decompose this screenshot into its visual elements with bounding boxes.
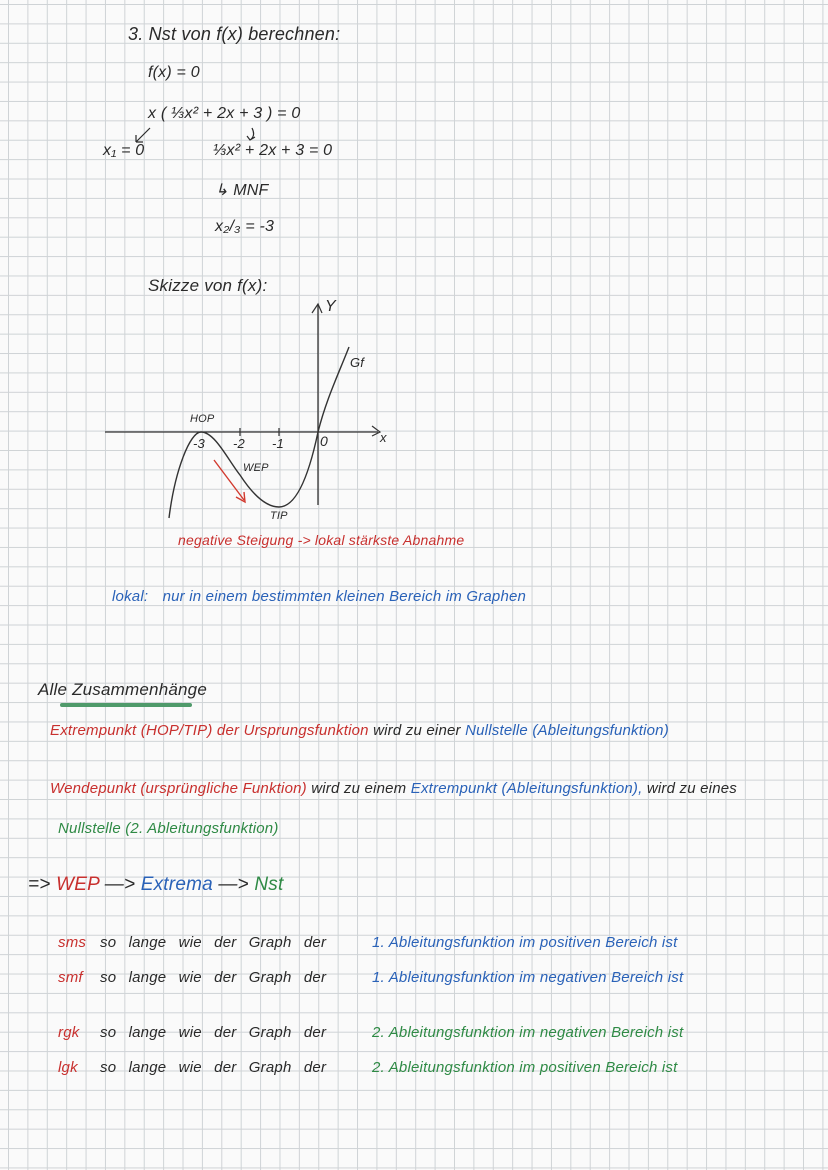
lokal-definition — [112, 588, 526, 605]
equation-quadratic: ⅓x² + 2x + 3 = 0 — [213, 142, 333, 159]
sketch-title: Skizze von f(x): — [148, 276, 268, 295]
rule-text: so lange wie der Graph der — [100, 969, 327, 986]
text-black: wird zu eines — [646, 780, 737, 797]
zusammenhaenge-heading: Alle Zusammenhänge — [38, 680, 207, 699]
rule-row — [58, 969, 683, 986]
y-axis-label: Y — [325, 298, 336, 315]
graph-label: Gf — [350, 355, 365, 370]
rule-text: so lange wie der Graph der — [100, 934, 327, 951]
rule-row — [58, 934, 677, 951]
root-x23: x₂/₃ = -3 — [215, 218, 275, 235]
text-black: wird zu einem — [311, 780, 407, 797]
chain — [28, 874, 283, 896]
rule-row — [58, 1024, 683, 1041]
lokal-term: lokal: — [112, 588, 149, 605]
lokal-text: nur in einem bestimmten kleinen Bereich im Graphen — [162, 588, 527, 605]
tick-label: 0 — [320, 433, 328, 449]
text-black: wird zu einer — [373, 722, 461, 739]
tick-label: -1 — [272, 436, 284, 451]
tip-label: TIP — [270, 510, 288, 522]
slope-annotation: negative Steigung -> lokal stärkste Abnahme — [178, 532, 465, 548]
relation-nullstelle: Nullstelle (2. Ableitungsfunktion) — [58, 820, 279, 837]
rule-condition: 1. Ableitungsfunktion im negativen Bereich ist — [372, 969, 684, 986]
rule-condition: 1. Ableitungsfunktion im positiven Bereich ist — [372, 934, 678, 951]
root-x1: x₁ = 0 — [103, 142, 145, 159]
method-mnf: ↳ MNF — [215, 182, 269, 199]
rule-text: so lange wie der Graph der — [100, 1024, 327, 1041]
rule-abbr: smf — [58, 969, 83, 986]
x-axis-arrow-icon — [372, 426, 380, 436]
tick-label: -2 — [233, 436, 245, 451]
rule-abbr: sms — [58, 934, 87, 951]
equation-factored: x ( ⅓x² + 2x + 3 ) = 0 — [148, 105, 301, 122]
text-red: Wendepunkt (ursprüngliche Funktion) — [50, 780, 307, 797]
rule-row — [58, 1059, 677, 1076]
relation-wendepunkt — [50, 780, 737, 797]
negative-slope-arrow-icon — [214, 460, 245, 502]
implies-arrow: => — [28, 874, 51, 895]
chain-nst: Nst — [254, 874, 284, 895]
text-red: Extrempunkt (HOP/TIP) der Ursprungsfunktion — [50, 722, 369, 739]
arrow-down-icon — [247, 128, 255, 140]
rule-abbr: lgk — [58, 1059, 78, 1076]
rule-condition: 2. Ableitungsfunktion im positiven Bereich ist — [372, 1059, 678, 1076]
section-heading: 3. Nst von f(x) berechnen: — [128, 24, 341, 44]
text-blue: Extrempunkt (Ableitungsfunktion), — [410, 780, 643, 797]
x-axis-label: x — [380, 430, 387, 445]
rule-abbr: rgk — [58, 1024, 80, 1041]
chain-extrema: Extrema — [140, 874, 213, 895]
chain-wep: WEP — [56, 874, 100, 895]
arrow: —> — [104, 874, 136, 895]
hop-label: HOP — [190, 413, 215, 425]
relation-extrempunkt — [50, 722, 669, 739]
wep-label: WEP — [243, 462, 269, 474]
text-blue: Nullstelle (Ableitungsfunktion) — [465, 722, 669, 739]
rule-condition: 2. Ableitungsfunktion im negativen Bereich ist — [372, 1024, 684, 1041]
tick-label: -3 — [193, 436, 205, 451]
y-axis-arrow-icon — [312, 304, 322, 313]
arrow: —> — [218, 874, 249, 895]
equation-fx-zero: f(x) = 0 — [148, 64, 200, 81]
arrow-down-left-icon — [136, 128, 150, 142]
rule-text: so lange wie der Graph der — [100, 1059, 327, 1076]
